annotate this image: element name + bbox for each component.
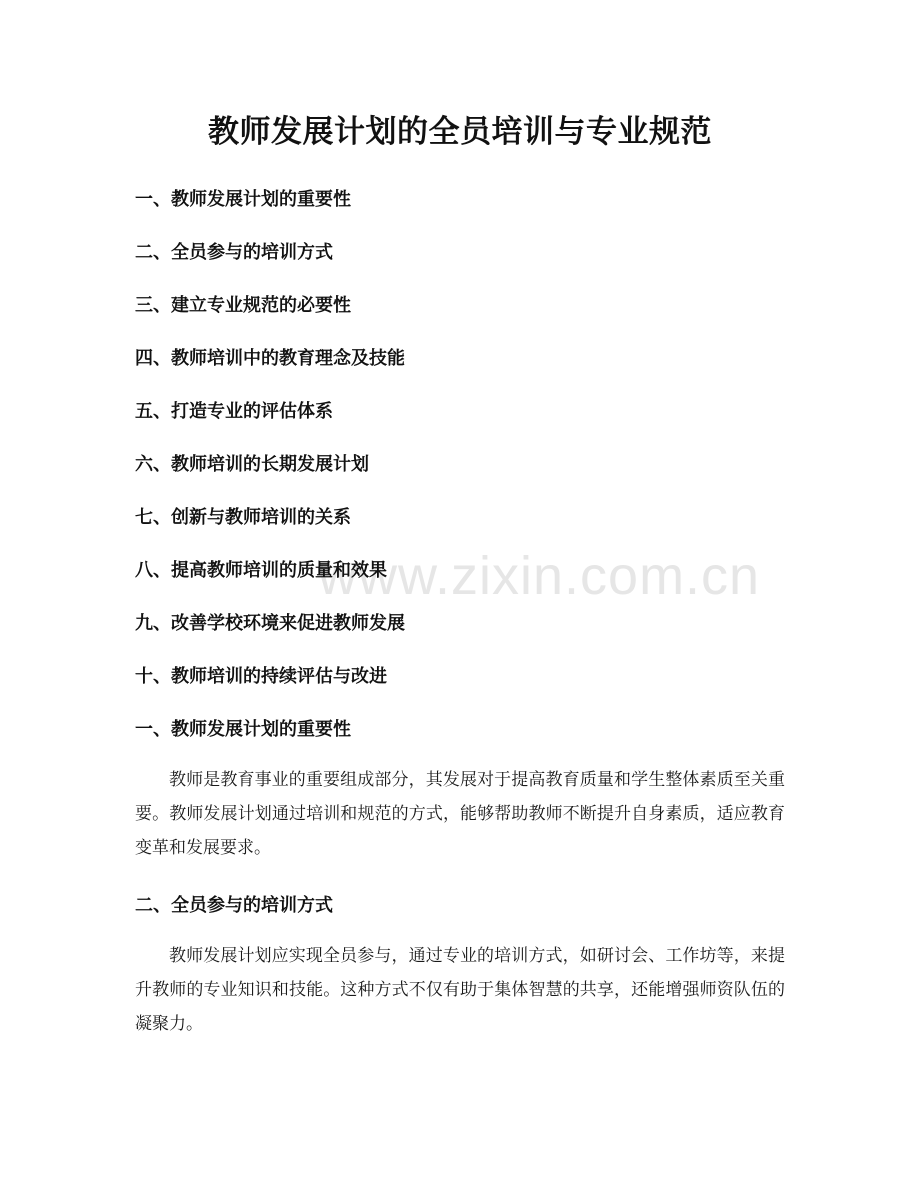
toc-item-label: 八、提高教师培训的质量和效果 xyxy=(135,560,387,581)
section-paragraph: 教师发展计划应实现全员参与，通过专业的培训方式，如研讨会、工作坊等，来提升教师的专业知识和技能。这种方式不仅有助于集体智慧的共享，还能增强师资队伍的凝聚力。 xyxy=(135,946,785,1034)
toc-item xyxy=(135,557,785,610)
toc-item xyxy=(135,239,785,292)
toc-item-label: 四、教师培训中的教育理念及技能 xyxy=(135,348,405,369)
toc-item-label: 九、改善学校环境来促进教师发展 xyxy=(135,613,405,634)
toc-item-label: 五、打造专业的评估体系 xyxy=(135,401,333,422)
toc-item xyxy=(135,663,785,716)
toc-item-label: 二、全员参与的培训方式 xyxy=(135,242,333,263)
toc-item xyxy=(135,504,785,557)
toc-item-label: 十、教师培训的持续评估与改进 xyxy=(135,666,387,687)
toc-item xyxy=(135,451,785,504)
toc-item-label: 七、创新与教师培训的关系 xyxy=(135,507,351,528)
toc-item xyxy=(135,186,785,239)
toc-item-label: 三、建立专业规范的必要性 xyxy=(135,295,351,316)
toc-item-label: 一、教师发展计划的重要性 xyxy=(135,189,351,210)
watermark: www.zixin.com.cn xyxy=(318,546,761,606)
toc-item xyxy=(135,610,785,663)
section-heading: 二、全员参与的培训方式 xyxy=(135,895,333,916)
toc-item xyxy=(135,292,785,345)
document-content xyxy=(135,0,785,1041)
toc-item xyxy=(135,345,785,398)
table-of-contents xyxy=(135,186,785,716)
toc-item-label: 六、教师培训的长期发展计划 xyxy=(135,454,369,475)
section-paragraph: 教师是教育事业的重要组成部分，其发展对于提高教育质量和学生整体素质至关重要。教师发展计划通过培训和规范的方式，能够帮助教师不断提升自身素质，适应教育变革和发展要求。 xyxy=(135,770,785,858)
document-title: 教师发展计划的全员培训与专业规范 xyxy=(208,114,712,150)
toc-item xyxy=(135,398,785,451)
section-heading: 一、教师发展计划的重要性 xyxy=(135,719,351,740)
